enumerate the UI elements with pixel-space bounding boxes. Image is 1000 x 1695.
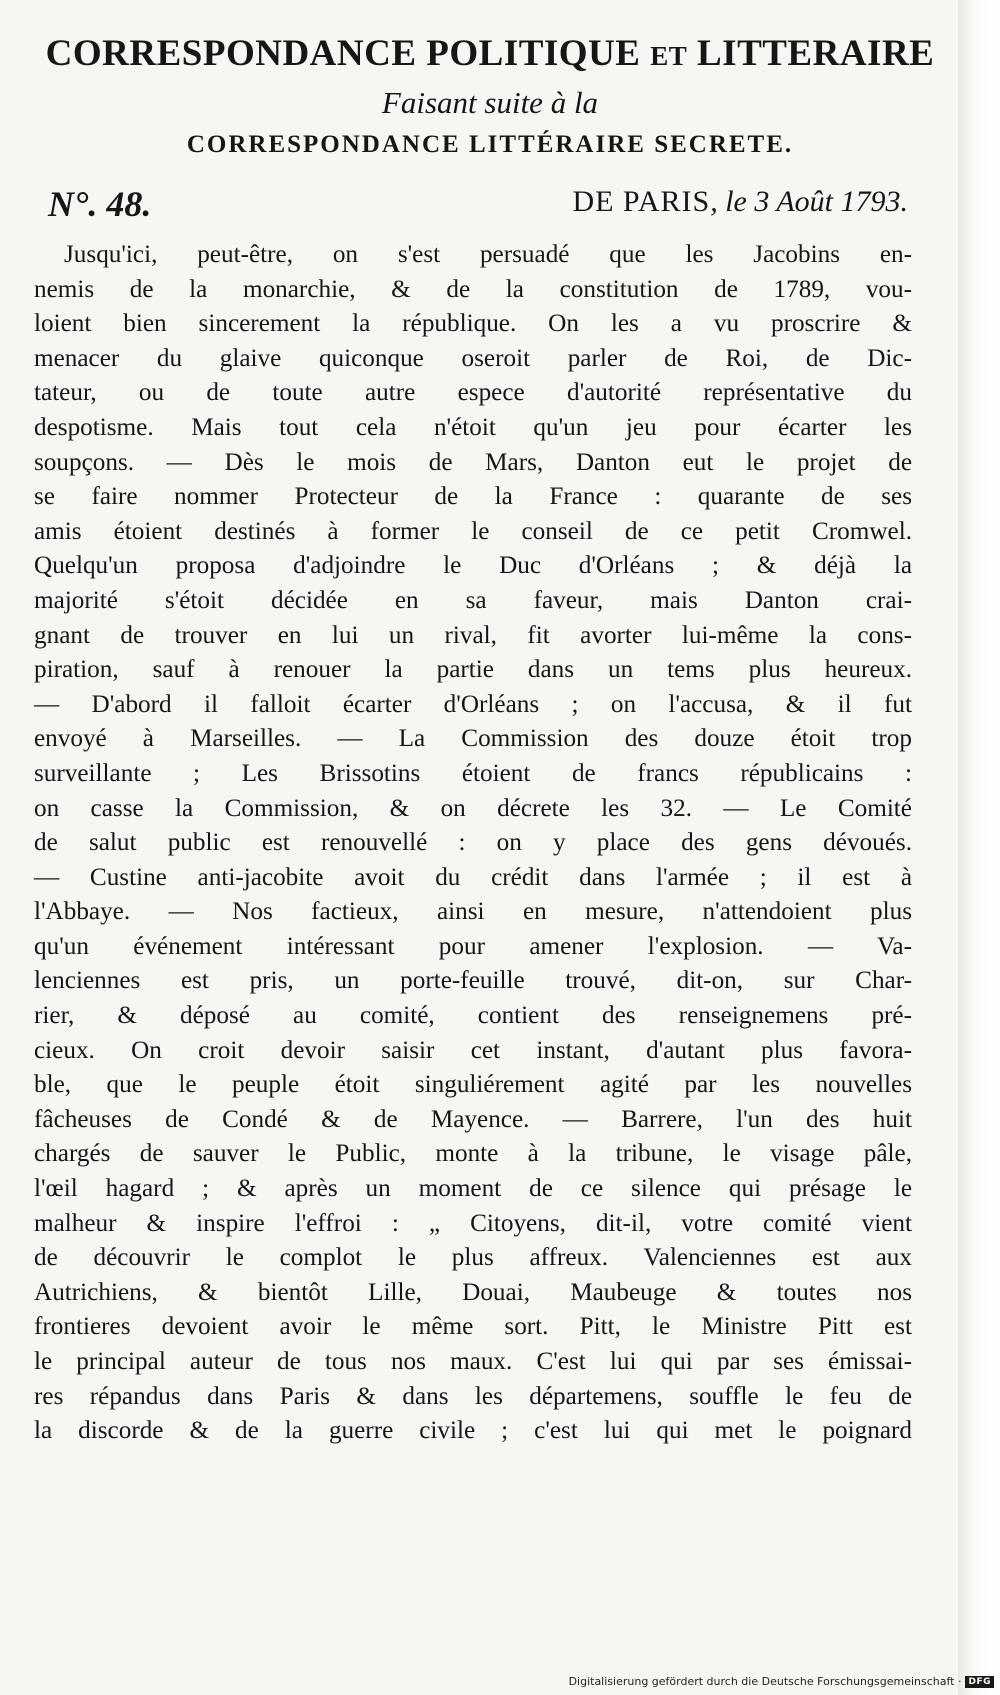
issue-number: N°. 48. xyxy=(48,184,152,224)
text-line: de salut public est renouvellé : on y place des gens dévoués. xyxy=(34,829,912,857)
masthead-part1: CORRESPONDANCE POLITIQUE xyxy=(45,33,641,74)
text-line: — Custine anti-jacobite avoit du crédit dans l'armée ; il est à xyxy=(34,863,912,891)
text-line: nemis de la monarchie, & de la constitution de 1789, vou- xyxy=(34,275,912,303)
text-line: rier, & déposé au comité, contient des renseignemens pré- xyxy=(34,1002,912,1030)
dateline-date: , le 3 Août 1793. xyxy=(710,185,908,218)
digitization-credit xyxy=(569,1675,994,1688)
text-line: Autrichiens, & bientôt Lille, Douai, Maubeuge & toutes nos xyxy=(34,1278,912,1306)
text-line: gnant de trouver en lui un rival, fit avorter lui-même la cons- xyxy=(34,621,912,649)
text-line: — D'abord il falloit écarter d'Orléans ; on l'accusa, & il fut xyxy=(34,690,912,718)
text-line: qu'un événement intéressant pour amener l'explosion. — Va- xyxy=(34,932,912,960)
text-line: la discorde & de la guerre civile ; c'est lui qui met le poignard xyxy=(34,1417,912,1445)
text-line: amis étoient destinés à former le conseil de ce petit Cromwel. xyxy=(34,517,912,545)
header-block xyxy=(40,30,940,164)
article-body xyxy=(34,238,912,1449)
masthead-subline: Faisant suite à la xyxy=(381,85,599,120)
text-line: surveillante ; Les Brissotins étoient de francs républicains : xyxy=(34,759,912,787)
text-line: de découvrir le complot le plus affreux. Valenciennes est aux xyxy=(34,1244,912,1272)
credit-text: Digitalisierung gefördert durch die Deutsche Forschungsgemeinschaft · xyxy=(568,1675,962,1688)
text-line: Quelqu'un proposa d'adjoindre le Duc d'Orléans ; & déjà la xyxy=(34,552,912,580)
text-line: lenciennes est pris, un porte-feuille trouvé, dit-on, sur Char- xyxy=(34,967,912,995)
text-line: ble, que le peuple étoit singuliérement agité par les nouvelles xyxy=(34,1071,912,1099)
text-line: res répandus dans Paris & dans les départemens, souffle le feu de xyxy=(34,1382,912,1410)
text-line: despotisme. Mais tout cela n'étoit qu'un jeu pour écarter les xyxy=(34,413,912,441)
text-line: on casse la Commission, & on décrete les 32. — Le Comité xyxy=(34,794,912,822)
text-line: l'Abbaye. — Nos factieux, ainsi en mesure, n'attendoient plus xyxy=(34,898,912,926)
series-title: CORRESPONDANCE LITTÉRAIRE SECRETE. xyxy=(186,131,794,158)
text-line: chargés de sauver le Public, monte à la tribune, le visage pâle, xyxy=(34,1140,912,1168)
text-line: l'œil hagard ; & après un moment de ce silence qui présage le xyxy=(34,1175,912,1203)
masthead-title xyxy=(40,30,940,80)
place-date xyxy=(572,185,908,219)
text-line: fâcheuses de Condé & de Mayence. — Barrere, l'un des huit xyxy=(34,1105,912,1133)
text-line: loient bien sincerement la république. On les a vu proscrire & xyxy=(34,310,912,338)
text-line: cieux. On croit devoir saisir cet instant, d'autant plus favora- xyxy=(34,1036,912,1064)
dateline-place: DE PARIS xyxy=(572,185,711,218)
text-line: menacer du glaive quiconque oseroit parler de Roi, de Dic- xyxy=(34,344,912,372)
text-line: piration, sauf à renouer la partie dans un tems plus heureux. xyxy=(34,656,912,684)
text-line: frontieres devoient avoir le même sort. Pitt, le Ministre Pitt est xyxy=(34,1313,912,1341)
text-line: tateur, ou de toute autre espece d'autorité représentative du xyxy=(34,379,912,407)
text-line: malheur & inspire l'effroi : „ Citoyens, dit-il, votre comité vient xyxy=(34,1209,912,1237)
dfg-logo-icon: DFG xyxy=(965,1676,994,1688)
text-line: soupçons. — Dès le mois de Mars, Danton eut le projet de xyxy=(34,448,912,476)
text-line: envoyé à Marseilles. — La Commission des douze étoit trop xyxy=(34,725,912,753)
text-line: majorité s'étoit décidée en sa faveur, mais Danton crai- xyxy=(34,586,912,614)
text-line: Jusqu'ici, peut-être, on s'est persuadé que les Jacobins en- xyxy=(64,241,912,268)
text-line: se faire nommer Protecteur de la France : quarante de ses xyxy=(34,483,912,511)
text-line: le principal auteur de tous nos maux. C'est lui qui par ses émissai- xyxy=(34,1348,912,1375)
page-edge-margin xyxy=(958,0,1000,1695)
masthead-et: ET xyxy=(650,41,688,71)
masthead-part2: LITTERAIRE xyxy=(697,33,935,74)
dateline xyxy=(48,183,908,231)
